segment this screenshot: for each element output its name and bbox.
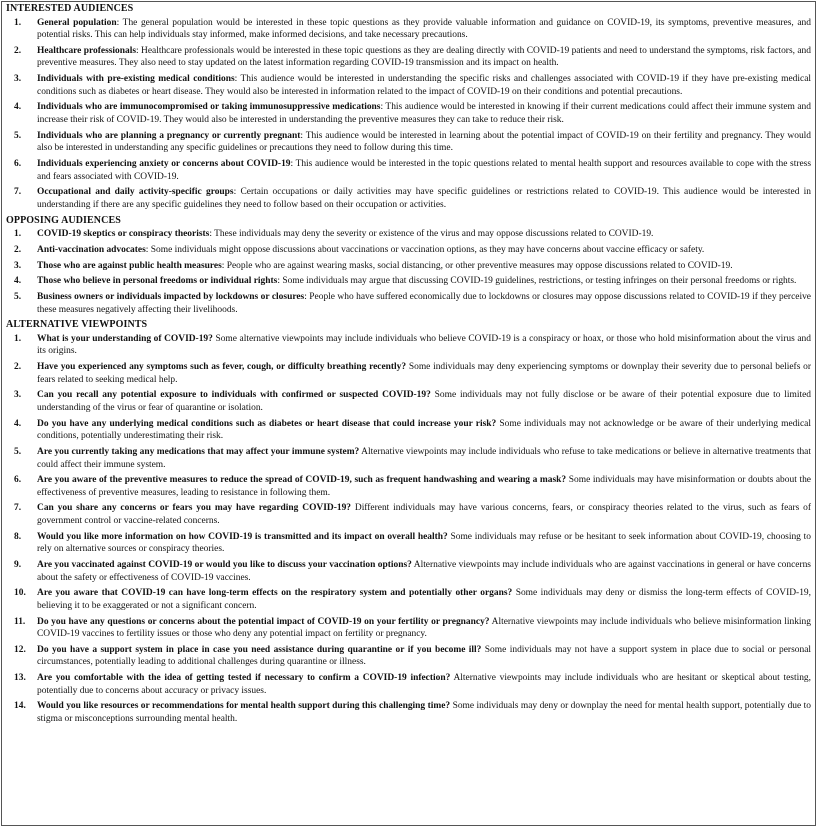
section-heading-interested: INTERESTED AUDIENCES bbox=[6, 3, 134, 14]
item-lead: Would you like resources or recommendations for mental health support during this challenging time? bbox=[37, 701, 451, 712]
item-body bbox=[37, 474, 811, 499]
item-number: 13. bbox=[14, 673, 26, 684]
item-number: 7. bbox=[14, 503, 22, 514]
item-lead: Do you have a support system in place in case you need assistance during quarantine or if you become ill? bbox=[37, 644, 482, 655]
item-lead: Individuals who are planning a pregnancy or currently pregnant bbox=[37, 130, 301, 141]
item-text: Alternative viewpoints may include individuals who refuse to take medications or believe in alternative treatments that could affect their immune system. bbox=[37, 446, 811, 470]
item-number: 11. bbox=[14, 616, 26, 627]
list-item bbox=[6, 644, 811, 669]
item-number: 8. bbox=[14, 531, 22, 542]
item-lead: COVID-19 skeptics or conspiracy theorists bbox=[37, 229, 210, 240]
list-item bbox=[6, 587, 811, 612]
list-item bbox=[6, 446, 811, 471]
opposing-list bbox=[6, 228, 811, 316]
item-body bbox=[37, 158, 811, 183]
item-text: Some individuals may deny or dismiss the long-term effects of COVID-19, believing it to be exaggerated or not a significant concern. bbox=[37, 588, 812, 611]
list-item bbox=[6, 389, 811, 414]
item-body bbox=[37, 45, 811, 70]
item-body bbox=[37, 700, 811, 725]
item-body bbox=[37, 418, 811, 443]
item-number: 10. bbox=[14, 588, 26, 599]
item-text: : The general population would be interested in these topic questions as they provide valuable information and guidance on COVID-19, its symptoms, preventive measures, and potential risks. This can help individuals stay informed, make informed decisions, and take necessary precautions. bbox=[37, 17, 811, 41]
item-body bbox=[37, 531, 811, 556]
item-lead: Can you share any concerns or fears you may have regarding COVID-19? bbox=[37, 503, 352, 514]
item-text: : People who have suffered economically due to lockdowns or closures may oppose discussions related to COVID-19 if they perceive these measures negatively affecting their livelihoods. bbox=[37, 291, 811, 315]
item-number: 14. bbox=[14, 701, 26, 712]
item-number: 1. bbox=[14, 17, 22, 28]
item-text: : This audience would be interested in the topic questions related to mental health support and resources available to cope with the stress and fears associated with COVID-19. bbox=[37, 159, 812, 182]
list-item bbox=[6, 616, 811, 641]
item-text: : Some individuals may argue that discussing COVID-19 guidelines, restrictions, or testing infringes on their personal freedoms or rights. bbox=[277, 276, 797, 287]
list-item bbox=[6, 418, 811, 443]
item-text: : Certain occupations or daily activities may have specific guidelines or restrictions related to COVID-19. This audience would be interested in understanding if there are any specific guidelines they need to follow based on their occupation or activities. bbox=[37, 187, 812, 210]
item-text: : This audience would be interested in knowing if their current medications could affect their immune system and increase their risk of COVID-19. They would also be interested in understanding the preventive measures they can take to reduce their risk. bbox=[37, 102, 811, 126]
item-text: Some individuals may deny experiencing symptoms or downplay their severity due to personal beliefs or fears related to seeking medical help. bbox=[37, 362, 811, 385]
list-item bbox=[6, 559, 811, 584]
item-text: : Some individuals might oppose discussions about vaccinations or vaccination options, as they may have concerns about vaccine efficacy or safety. bbox=[145, 244, 705, 255]
list-item bbox=[6, 101, 811, 126]
item-lead: Those who are against public health measures bbox=[37, 260, 222, 271]
item-lead: Business owners or individuals impacted by lockdowns or closures bbox=[37, 291, 305, 302]
item-lead: What is your understanding of COVID-19? bbox=[37, 333, 213, 344]
item-text: Some individuals may deny or downplay the need for mental health support, potentially due to stigma or misconceptions surrounding mental health. bbox=[37, 701, 811, 725]
item-text: Some individuals may not acknowledge or be aware of their underlying medical conditions, potentially underestimating their risk. bbox=[37, 418, 811, 442]
item-text: Some individuals may refuse or be hesitant to seek information about COVID-19, choosing to rely on alternative sources or conspiracy theories. bbox=[37, 531, 811, 555]
item-body bbox=[37, 73, 811, 98]
item-body bbox=[37, 672, 811, 697]
item-body bbox=[37, 17, 811, 42]
item-number: 1. bbox=[14, 333, 22, 344]
item-lead: Individuals experiencing anxiety or concerns about COVID-19 bbox=[37, 159, 291, 169]
item-lead: Individuals with pre-existing medical conditions bbox=[37, 74, 235, 85]
item-body bbox=[37, 587, 811, 612]
item-body bbox=[37, 228, 811, 241]
item-lead: Can you recall any potential exposure to individuals with confirmed or suspected COVID-19? bbox=[37, 390, 431, 401]
item-text: : These individuals may deny the severity or existence of the virus and may oppose discussions related to COVID-19. bbox=[209, 229, 654, 240]
item-number: 5. bbox=[14, 291, 22, 302]
item-number: 5. bbox=[14, 446, 22, 457]
item-lead: General population bbox=[37, 17, 117, 28]
list-item bbox=[6, 275, 811, 288]
list-item bbox=[6, 291, 811, 316]
item-number: 4. bbox=[14, 418, 22, 429]
list-item bbox=[6, 158, 811, 183]
item-body bbox=[37, 644, 811, 669]
item-lead: Are you currently taking any medications that may affect your immune system? bbox=[37, 446, 360, 457]
item-lead: Are you aware of the preventive measures to reduce the spread of COVID-19, such as frequent handwashing and wearing a mask? bbox=[37, 475, 567, 486]
item-number: 3. bbox=[14, 74, 22, 85]
item-body bbox=[37, 446, 811, 471]
item-text: : Healthcare professionals would be interested in these topic questions as they are dealing directly with COVID-19 patients and need to understand the symptoms, risk factors, and preventive measures. They also need to stay updated on the latest information regarding COVID-19 transmission and its impact on health. bbox=[37, 45, 811, 69]
item-lead: Individuals who are immunocompromised or taking immunosuppressive medications bbox=[37, 102, 381, 113]
item-number: 4. bbox=[14, 102, 22, 113]
item-number: 1. bbox=[14, 229, 22, 240]
item-lead: Are you vaccinated against COVID-19 or would you like to discuss your vaccination options? bbox=[37, 560, 412, 571]
list-item bbox=[6, 244, 811, 257]
item-body bbox=[37, 361, 811, 386]
list-item bbox=[6, 474, 811, 499]
item-body bbox=[37, 260, 811, 273]
item-body bbox=[37, 275, 811, 288]
item-lead: Those who believe in personal freedoms or individual rights bbox=[37, 276, 278, 287]
item-body bbox=[37, 101, 811, 126]
list-item bbox=[6, 700, 811, 725]
item-number: 12. bbox=[14, 644, 26, 655]
item-number: 5. bbox=[14, 130, 22, 141]
item-number: 3. bbox=[14, 260, 22, 271]
list-item bbox=[6, 73, 811, 98]
item-text: Alternative viewpoints may include individuals who are against vaccinations in general or have concerns about the safety or effectiveness of COVID-19 vaccines. bbox=[37, 560, 811, 583]
item-lead: Anti-vaccination advocates bbox=[37, 244, 146, 255]
item-text: Alternative viewpoints may include individuals who are hesitant or skeptical about testing, potentially due to concerns about accuracy or privacy issues. bbox=[37, 673, 811, 696]
item-body bbox=[37, 502, 811, 527]
list-item bbox=[6, 130, 811, 155]
item-lead: Occupational and daily activity-specific groups bbox=[37, 187, 234, 198]
list-item bbox=[6, 45, 811, 70]
item-text: Some individuals may not fully disclose or be aware of their potential exposure due to limited understanding of the virus or fear of quarantine or isolation. bbox=[37, 390, 811, 413]
item-body bbox=[37, 616, 811, 641]
list-item bbox=[6, 672, 811, 697]
item-lead: Do you have any underlying medical conditions such as diabetes or heart disease that could increase your risk? bbox=[37, 418, 497, 429]
item-body bbox=[37, 130, 811, 155]
item-text: Alternative viewpoints may include individuals who believe misinformation linking COVID-19 vaccines to fertility issues or those who deny any potential impact on fertility or pregnancy. bbox=[37, 616, 811, 640]
item-text: Some alternative viewpoints may include individuals who believe COVID-19 is a conspiracy or hoax, or those who hold misinformation about the virus and its origins. bbox=[37, 333, 811, 357]
item-lead: Would you like more information on how COVID-19 is transmitted and its impact on overall health? bbox=[37, 531, 448, 542]
item-lead: Are you comfortable with the idea of getting tested if necessary to confirm a COVID-19 infection? bbox=[37, 673, 451, 684]
item-text: : People who are against wearing masks, social distancing, or other preventive measures may oppose discussions related to COVID-19. bbox=[221, 260, 733, 271]
item-body bbox=[37, 389, 811, 414]
item-body bbox=[37, 333, 811, 358]
item-text: Different individuals may have various concerns, fears, or conspiracy theories related to the virus, such as fears of government control or vaccine-related concerns. bbox=[37, 503, 811, 527]
interested-list bbox=[6, 17, 811, 212]
list-item bbox=[6, 531, 811, 556]
list-item bbox=[6, 186, 811, 211]
item-body bbox=[37, 291, 811, 316]
list-item bbox=[6, 17, 811, 42]
alternative-list bbox=[6, 333, 811, 726]
item-body bbox=[37, 244, 811, 257]
item-text: : This audience would be interested in understanding the specific risks and challenges associated with COVID-19 if they have pre-existing medical conditions such as diabetes or heart disease. They would also be interested in information related to the impact of COVID-19 on their conditions and potential precautions. bbox=[37, 74, 812, 97]
item-text: Some individuals may not have a support system in place due to social or personal circumstances, potentially leading to additional challenges during quarantine or illness. bbox=[37, 644, 811, 668]
item-number: 2. bbox=[14, 45, 22, 56]
item-number: 2. bbox=[14, 244, 22, 255]
item-number: 6. bbox=[14, 159, 22, 169]
item-number: 2. bbox=[14, 362, 22, 373]
section-heading-alternative: ALTERNATIVE VIEWPOINTS bbox=[6, 319, 148, 331]
item-text: : This audience would be interested in learning about the potential impact of COVID-19 on their fertility and pregnancy. They would also be interested in understanding any specific guidelines or precautions they need to follow during this time. bbox=[37, 130, 812, 154]
item-lead: Do you have any questions or concerns about the potential impact of COVID-19 on your fertility or pregnancy? bbox=[37, 616, 490, 627]
item-body bbox=[37, 559, 811, 584]
list-item bbox=[6, 333, 811, 358]
item-number: 4. bbox=[14, 276, 22, 287]
list-item bbox=[6, 260, 811, 273]
list-item bbox=[6, 361, 811, 386]
item-number: 9. bbox=[14, 560, 22, 571]
item-text: Some individuals may have misinformation or doubts about the effectiveness of preventive measures, leading to resistance in following them. bbox=[37, 475, 811, 498]
document-frame bbox=[1, 1, 816, 826]
list-item bbox=[6, 228, 811, 241]
item-number: 6. bbox=[14, 475, 22, 486]
item-lead: Have you experienced any symptoms such as fever, cough, or difficulty breathing recently? bbox=[37, 362, 407, 373]
section-heading-opposing: OPPOSING AUDIENCES bbox=[6, 214, 121, 226]
item-number: 7. bbox=[14, 187, 22, 198]
item-lead: Are you aware that COVID-19 can have long-term effects on the respiratory system and potentially other organs? bbox=[37, 588, 513, 599]
item-number: 3. bbox=[14, 390, 22, 401]
list-item bbox=[6, 502, 811, 527]
item-body bbox=[37, 186, 811, 211]
item-lead: Healthcare professionals bbox=[37, 45, 137, 56]
